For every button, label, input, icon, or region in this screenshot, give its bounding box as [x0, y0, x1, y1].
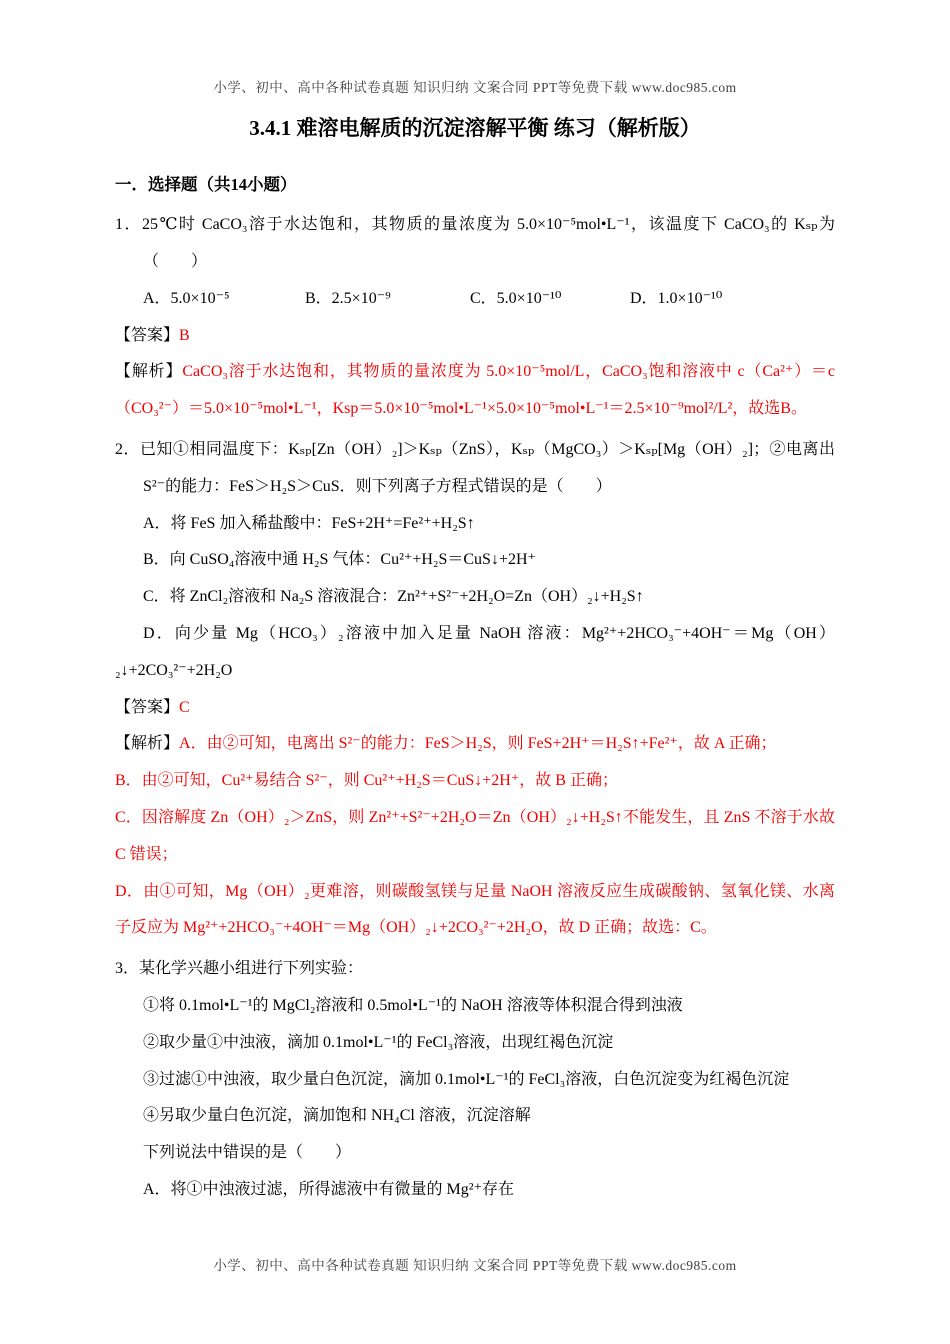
question-1-option-a: A．5.0×10⁻⁵: [143, 289, 230, 307]
question-1-analysis-text: CaCO₃溶于水达饱和，其物质的量浓度为 5.0×10⁻⁵mol/L，CaCO₃饱和溶液中 c（Ca²⁺）＝c（CO₃²⁻）＝5.0×10⁻⁵mol•L⁻¹，Ksp＝5.0×10⁻⁵mol•L⁻¹×5.0×10⁻⁵mol•L⁻¹＝2.5×10⁻⁹mol²/L²，故选B。: [115, 363, 835, 418]
question-2-option-c: C．将 ZnCl₂溶液和 Na₂S 溶液混合：Zn²⁺+S²⁻+2H₂O=Zn（OH）₂↓+H₂S↑: [143, 588, 644, 606]
question-1-stem: 1．25℃时 CaCO₃溶于水达饱和，其物质的量浓度为 5.0×10⁻⁵mol•L⁻¹，该温度下 CaCO₃的 Kₛₚ为（ ）: [115, 216, 835, 271]
question-2-option-a: A．将 FeS 加入稀盐酸中：FeS+2H⁺=Fe²⁺+H₂S↑: [143, 514, 475, 532]
question-2-analysis-d: [115, 874, 835, 948]
answer-label: 【答案】: [115, 698, 180, 716]
question-1-option-d: D．1.0×10⁻¹⁰: [630, 289, 723, 307]
question-2-analysis-a: [115, 726, 835, 763]
question-3-step-4: ④另取少量白色沉淀，滴加饱和 NH₄Cl 溶液，沉淀溶解: [143, 1107, 531, 1125]
question-1-analysis: [115, 354, 835, 428]
question-3-option-a: A．将①中浊液过滤，所得滤液中有微量的 Mg²⁺存在: [143, 1181, 515, 1198]
question-2-answer-line: [115, 690, 835, 727]
question-2-analysis-b: [115, 763, 835, 800]
analysis-label: 【解析】: [115, 363, 183, 381]
question-2: [115, 432, 835, 947]
section-heading: 一．选择题（共14小题）: [115, 174, 297, 194]
question-2-option-b: B．向 CuSO₄溶液中通 H₂S 气体：Cu²⁺+H₂S＝CuS↓+2H⁺: [143, 551, 536, 569]
question-2-analysis-d-text: D．由①可知，Mg（OH）₂更难溶，则碳酸氢镁与足量 NaOH 溶液反应生成碳酸钠、氢氧化镁、水离子反应为 Mg²⁺+2HCO₃⁻+4OH⁻＝Mg（OH）₂↓+2CO₃²⁻+2H₂O，故 D 正确；故选：C。: [115, 882, 835, 937]
question-1-option-b: B．2.5×10⁻⁹: [305, 289, 391, 307]
answer-label: 【答案】: [115, 326, 180, 344]
question-3-step-2: ②取少量①中浊液，滴加 0.1mol•L⁻¹的 FeCl₃溶液，出现红褐色沉淀: [143, 1033, 614, 1051]
question-1: [115, 207, 835, 428]
question-3: [115, 951, 835, 1209]
question-2-option-d: D．向少量 Mg（HCO₃）₂溶液中加入足量 NaOH 溶液：Mg²⁺+2HCO₃⁻+4OH⁻＝Mg（OH）₂↓+2CO₃²⁻+2H₂O: [115, 625, 835, 679]
question-2-analysis-b-text: B．由②可知，Cu²⁺易结合 S²⁻，则 Cu²⁺+H₂S＝CuS↓+2H⁺，故 B 正确；: [115, 772, 618, 790]
question-3-step-1: ①将 0.1mol•L⁻¹的 MgCl₂溶液和 0.5mol•L⁻¹的 NaOH 溶液等体积混合得到浊液: [143, 997, 683, 1015]
question-2-stem: 2．已知①相同温度下：Kₛₚ[Zn（OH）₂]＞Kₛₚ（ZnS），Kₛₚ（MgCO₃）＞Kₛₚ[Mg（OH）₂]；②电离出 S²⁻的能力：FeS＞H₂S＞CuS．则下列离子方程式错误的是（ ）: [115, 441, 835, 495]
question-2-analysis-a-text: A．由②可知，电离出 S²⁻的能力：FeS＞H₂S，则 FeS+2H⁺＝H₂S↑+Fe²⁺，故 A 正确；: [179, 735, 777, 753]
document-content: [0, 112, 950, 1209]
page-header-text: 小学、初中、高中各种试卷真题 知识归纳 文案合同 PPT等免费下载 www.doc985.com: [213, 80, 737, 95]
question-1-answer-line: [115, 318, 835, 355]
page-title: 3.4.1 难溶电解质的沉淀溶解平衡 练习（解析版）: [249, 116, 701, 140]
question-1-option-c: C．5.0×10⁻¹⁰: [470, 289, 562, 307]
question-3-step-3: ③过滤①中浊液，取少量白色沉淀，滴加 0.1mol•L⁻¹的 FeCl₃溶液，白色沉淀变为红褐色沉淀: [143, 1070, 790, 1088]
question-3-question-line: 下列说法中错误的是（ ）: [143, 1144, 352, 1162]
page-footer-text: 小学、初中、高中各种试卷真题 知识归纳 文案合同 PPT等免费下载 www.doc985.com: [213, 1258, 737, 1273]
analysis-label: 【解析】: [115, 735, 180, 753]
question-1-options: [115, 281, 835, 318]
question-3-stem: 3．某化学兴趣小组进行下列实验：: [115, 960, 364, 978]
question-2-analysis-c: [115, 800, 835, 874]
question-2-analysis-c-text: C．因溶解度 Zn（OH）₂＞ZnS，则 Zn²⁺+S²⁻+2H₂O＝Zn（OH）₂↓+H₂S↑不能发生，且 ZnS 不溶于水故 C 错误；: [115, 809, 835, 863]
question-1-answer-value: B: [179, 326, 190, 344]
question-2-answer-value: C: [179, 698, 190, 716]
